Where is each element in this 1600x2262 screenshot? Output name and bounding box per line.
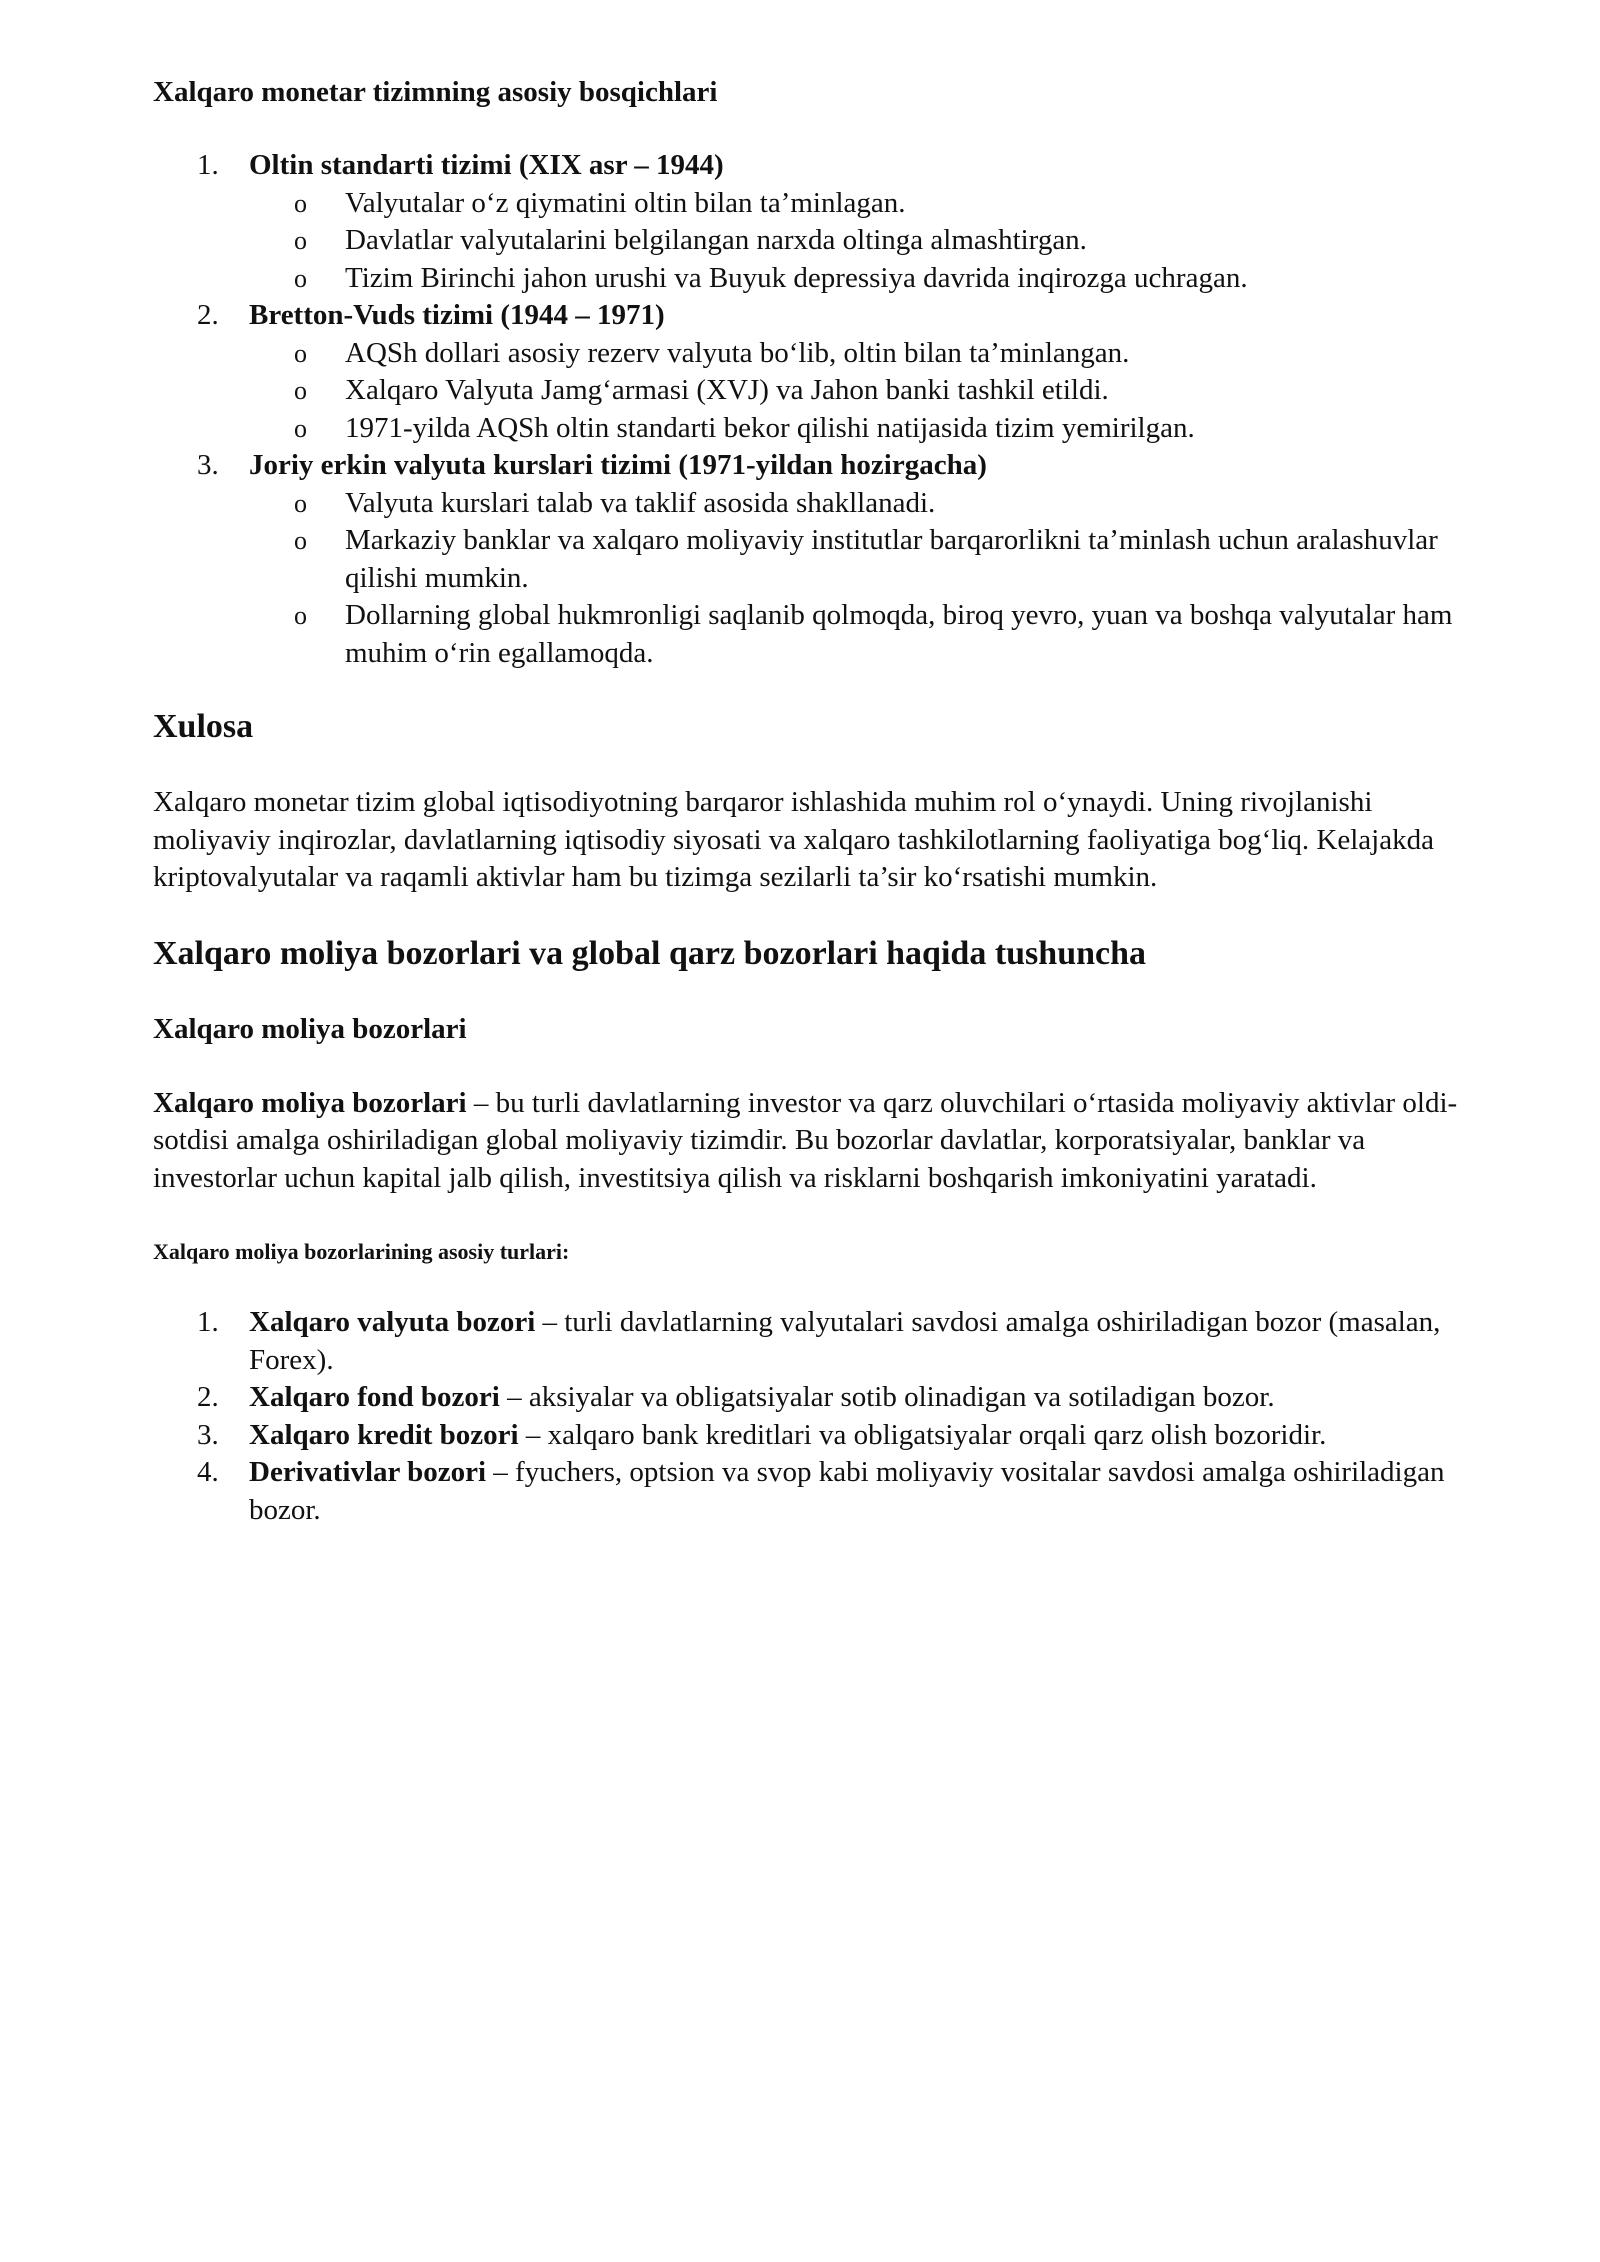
stage-points xyxy=(249,485,1493,673)
list-item xyxy=(249,260,1493,298)
point-text: AQSh dollari asosiy rezerv valyuta bo‘lib, oltin bilan ta’minlangan. xyxy=(345,336,1130,369)
list-number: 3. xyxy=(197,1418,219,1451)
definition-text: – bu turli davlatlarning investor va qarz oluvchilari o‘rtasida moliyaviy aktivlar oldi-sotdisi amalga oshiriladigan global moliyaviy tizimdir. Bu bozorlar davlatlar, korporatsiyalar, banklar va investorlar uchun kapital jalb qilish, investitsiya qilish va risklarni boshqarish imkoniyatini yaratadi. xyxy=(153,1086,1458,1194)
market-types-list xyxy=(153,1304,1493,1529)
point-text: Xalqaro Valyuta Jamg‘armasi (XVJ) va Jahon banki tashkil etildi. xyxy=(345,374,1109,406)
list-item xyxy=(249,410,1493,448)
conclusion-paragraph: Xalqaro monetar tizim global iqtisodiyotning barqaror ishlashida muhim rol o‘ynaydi. Uning rivojlanishi moliyaviy inqirozlar, davlatlarning iqtisodiy siyosati va xalqaro tashkilotlarning faoliyatiga bog‘liq. Kelajakda kriptovalyutalar va raqamli aktivlar ham bu tizimga sezilarli ta’sir ko‘rsatishi mumkin. xyxy=(153,786,1434,893)
market-type-item xyxy=(153,1417,1493,1455)
point-text: Valyuta kurslari talab va taklif asosida shakllanadi. xyxy=(345,486,936,519)
stage-item xyxy=(153,147,1493,297)
market-type-term: Derivativlar bozori xyxy=(249,1456,487,1488)
list-item xyxy=(249,222,1493,260)
markets-heading: Xalqaro moliya bozorlari va global qarz bozorlari haqida tushuncha xyxy=(153,934,1147,972)
bullet-marker: o xyxy=(294,488,307,518)
definition-term: Xalqaro moliya bozorlari xyxy=(153,1086,467,1119)
stages-list xyxy=(153,147,1493,672)
market-type-term: Xalqaro fond bozori xyxy=(249,1381,500,1413)
bullet-marker: o xyxy=(294,226,307,255)
markets-definition-paragraph xyxy=(153,1085,1493,1198)
list-number: 2. xyxy=(197,299,219,331)
list-number: 1. xyxy=(197,1306,219,1338)
stage-title: Joriy erkin valyuta kurslari tizimi (1971-yildan hozirgacha) xyxy=(249,449,987,481)
market-type-desc: – xalqaro bank kreditlari va obligatsiyalar orqali qarz olish bozoridir. xyxy=(518,1418,1327,1451)
list-number: 3. xyxy=(197,449,219,481)
bullet-marker: o xyxy=(294,338,307,368)
bullet-marker: o xyxy=(294,526,307,555)
point-text: Dollarning global hukmronligi saqlanib qolmoqda, biroq yevro, yuan va boshqa valyutalar ham muhim o‘rin egallamoqda. xyxy=(345,599,1453,669)
market-types-heading: Xalqaro moliya bozorlarining asosiy turlari: xyxy=(153,1239,570,1264)
stage-points xyxy=(249,185,1493,298)
point-text: 1971-yilda AQSh oltin standarti bekor qilishi natijasida tizim yemirilgan. xyxy=(345,411,1195,444)
list-item xyxy=(249,485,1493,523)
list-number: 4. xyxy=(197,1456,219,1488)
stage-item xyxy=(153,447,1493,672)
point-text: Markaziy banklar va xalqaro moliyaviy institutlar barqarorlikni ta’minlash uchun aralashuvlar qilishi mumkin. xyxy=(345,524,1438,594)
list-item xyxy=(249,372,1493,410)
stage-points xyxy=(249,335,1493,448)
stage-title: Bretton-Vuds tizimi (1944 – 1971) xyxy=(249,299,665,331)
stage-title: Oltin standarti tizimi (XIX asr – 1944) xyxy=(249,149,724,181)
market-type-item xyxy=(153,1379,1493,1417)
market-type-term: Xalqaro kredit bozori xyxy=(249,1418,519,1451)
point-text: Davlatlar valyutalarini belgilangan narxda oltinga almashtirgan. xyxy=(345,224,1087,256)
list-item xyxy=(249,597,1493,672)
market-type-item xyxy=(153,1454,1493,1529)
conclusion-heading: Xulosa xyxy=(153,708,254,745)
list-number: 2. xyxy=(197,1381,219,1413)
market-type-term: Xalqaro valyuta bozori xyxy=(249,1306,536,1338)
document-body xyxy=(153,74,1493,1529)
point-text: Tizim Birinchi jahon urushi va Buyuk depressiya davrida inqirozga uchragan. xyxy=(345,261,1248,294)
list-number: 1. xyxy=(197,149,219,181)
markets-subheading: Xalqaro moliya bozorlari xyxy=(153,1012,467,1045)
stages-heading: Xalqaro monetar tizimning asosiy bosqichlari xyxy=(153,76,718,108)
market-type-item xyxy=(153,1304,1493,1379)
bullet-marker: o xyxy=(294,601,307,630)
market-type-desc: – fyuchers, optsion va svop kabi moliyaviy vositalar savdosi amalga oshiriladigan bozor. xyxy=(249,1456,1445,1526)
bullet-marker: o xyxy=(294,413,307,443)
list-item xyxy=(249,185,1493,223)
market-type-desc: – turli davlatlarning valyutalari savdosi amalga oshiriladigan bozor (masalan, Forex). xyxy=(249,1306,1441,1376)
stage-item xyxy=(153,297,1493,447)
market-type-desc: – aksiyalar va obligatsiyalar sotib olinadigan va sotiladigan bozor. xyxy=(499,1381,1275,1413)
bullet-marker: o xyxy=(294,188,307,218)
bullet-marker: o xyxy=(294,263,307,293)
list-item xyxy=(249,335,1493,373)
list-item xyxy=(249,522,1493,597)
bullet-marker: o xyxy=(294,376,307,405)
point-text: Valyutalar o‘z qiymatini oltin bilan ta’minlagan. xyxy=(345,186,906,219)
